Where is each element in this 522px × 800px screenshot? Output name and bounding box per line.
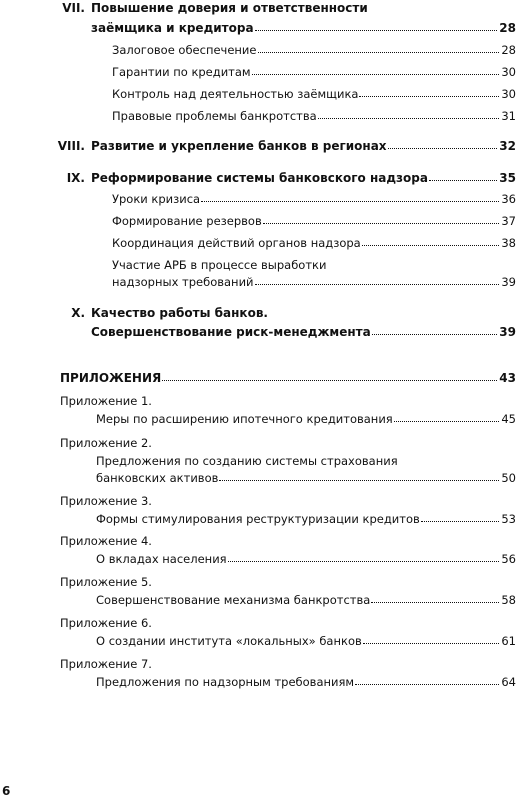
section-number: IX. — [66, 171, 85, 185]
leader-dots — [371, 592, 499, 603]
page-ref: 45 — [501, 412, 516, 426]
leader-dots — [252, 64, 500, 75]
appendix-heading: Приложение 2. — [60, 436, 152, 450]
section-title: Качество работы банков. — [91, 306, 268, 320]
section-title: Совершенствование риск-менеджмента — [91, 325, 371, 339]
page-ref: 32 — [499, 139, 516, 153]
leader-dots — [318, 108, 500, 119]
toc-item[interactable] — [112, 274, 516, 290]
item-label: Гарантии по кредитам — [112, 65, 251, 79]
toc-item[interactable] — [112, 42, 516, 58]
appendix-heading: Приложение 4. — [60, 534, 152, 548]
leader-dots — [219, 470, 499, 481]
appendix-item[interactable] — [96, 551, 516, 567]
page-ref: 38 — [501, 236, 516, 250]
appendix-heading: Приложение 5. — [60, 575, 152, 589]
toc-item[interactable] — [112, 86, 516, 102]
page-number: 6 — [2, 784, 11, 798]
item-label: Координация действий органов надзора — [112, 236, 361, 250]
toc-item[interactable] — [112, 235, 516, 251]
item-label: Меры по расширению ипотечного кредитования — [96, 412, 393, 426]
item-label: надзорных требований — [112, 275, 254, 289]
appendix-item-line1[interactable]: Предложения по созданию системы страхования — [96, 454, 398, 468]
toc-item-label-line1[interactable]: Участие АРБ в процессе выработки — [112, 258, 327, 272]
toc-section-10-title-cont[interactable] — [91, 324, 516, 340]
toc-section-7-title[interactable] — [40, 0, 500, 16]
page-ref: 37 — [501, 214, 516, 228]
item-label: Предложения по надзорным требованиям — [96, 675, 355, 689]
item-label: Совершенствование механизма банкротства — [96, 593, 371, 607]
section-number: X. — [71, 306, 85, 320]
appendix-heading: Приложение 1. — [60, 394, 152, 408]
leader-dots — [255, 20, 498, 31]
toc-section-9[interactable] — [40, 170, 516, 186]
section-title: Повышение доверия и ответственности — [91, 1, 368, 15]
page-ref: 58 — [501, 593, 516, 607]
leader-dots — [372, 324, 498, 335]
appendix-item[interactable] — [96, 633, 516, 649]
page-ref: 39 — [501, 275, 516, 289]
item-label: Формирование резервов — [112, 214, 262, 228]
item-label: Формы стимулирования реструктуризации кредитов — [96, 512, 420, 526]
page-ref: 30 — [501, 87, 516, 101]
section-number: VIII. — [57, 139, 85, 153]
toc-item[interactable] — [112, 213, 516, 229]
item-label: О создании института «локальных» банков — [96, 634, 362, 648]
page-ref: 53 — [501, 512, 516, 526]
toc-section-8[interactable] — [40, 138, 516, 154]
appendix-heading: Приложение 3. — [60, 494, 152, 508]
page-ref: 64 — [501, 675, 516, 689]
page-ref: 39 — [499, 325, 516, 339]
appendix-heading: Приложение 6. — [60, 616, 152, 630]
page-ref: 61 — [501, 634, 516, 648]
page-ref: 50 — [501, 471, 516, 485]
toc-section-10-title[interactable] — [40, 305, 500, 321]
page-ref: 31 — [501, 109, 516, 123]
toc-item[interactable] — [112, 64, 516, 80]
toc-item[interactable] — [112, 108, 516, 124]
leader-dots — [362, 235, 500, 246]
page-ref: 56 — [501, 552, 516, 566]
page-ref: 36 — [501, 192, 516, 206]
toc-appendix[interactable] — [60, 370, 516, 386]
section-number: VII. — [62, 1, 85, 15]
item-label: Правовые проблемы банкротства — [112, 109, 317, 123]
page-ref: 43 — [499, 371, 516, 385]
leader-dots — [255, 274, 500, 285]
leader-dots — [388, 138, 498, 149]
leader-dots — [359, 86, 499, 97]
item-label: банковских активов — [96, 471, 219, 485]
section-title: заёмщика и кредитора — [91, 21, 254, 35]
item-label: Уроки кризиса — [112, 192, 201, 206]
leader-dots — [421, 511, 500, 522]
toc-section-7-title-cont[interactable] — [91, 20, 516, 36]
leader-dots — [228, 551, 500, 562]
page-ref: 30 — [501, 65, 516, 79]
page-ref: 35 — [499, 171, 516, 185]
appendix-title: ПРИЛОЖЕНИЯ — [60, 371, 162, 385]
leader-dots — [263, 213, 500, 224]
appendix-item[interactable] — [96, 470, 516, 486]
section-title: Реформирование системы банковского надзора — [91, 171, 428, 185]
appendix-item[interactable] — [96, 674, 516, 690]
item-label: Контроль над деятельностью заёмщика — [112, 87, 359, 101]
leader-dots — [355, 674, 499, 685]
page-ref: 28 — [499, 21, 516, 35]
leader-dots — [258, 42, 500, 53]
leader-dots — [363, 633, 500, 644]
appendix-heading: Приложение 7. — [60, 657, 152, 671]
page-ref: 28 — [501, 43, 516, 57]
section-title: Развитие и укрепление банков в регионах — [91, 139, 387, 153]
appendix-item[interactable] — [96, 411, 516, 427]
leader-dots — [429, 170, 497, 181]
leader-dots — [162, 370, 497, 381]
appendix-item[interactable] — [96, 511, 516, 527]
leader-dots — [394, 411, 500, 422]
item-label: Залоговое обеспечение — [112, 43, 257, 57]
leader-dots — [201, 191, 499, 202]
toc-item[interactable] — [112, 191, 516, 207]
appendix-item[interactable] — [96, 592, 516, 608]
item-label: О вкладах населения — [96, 552, 227, 566]
